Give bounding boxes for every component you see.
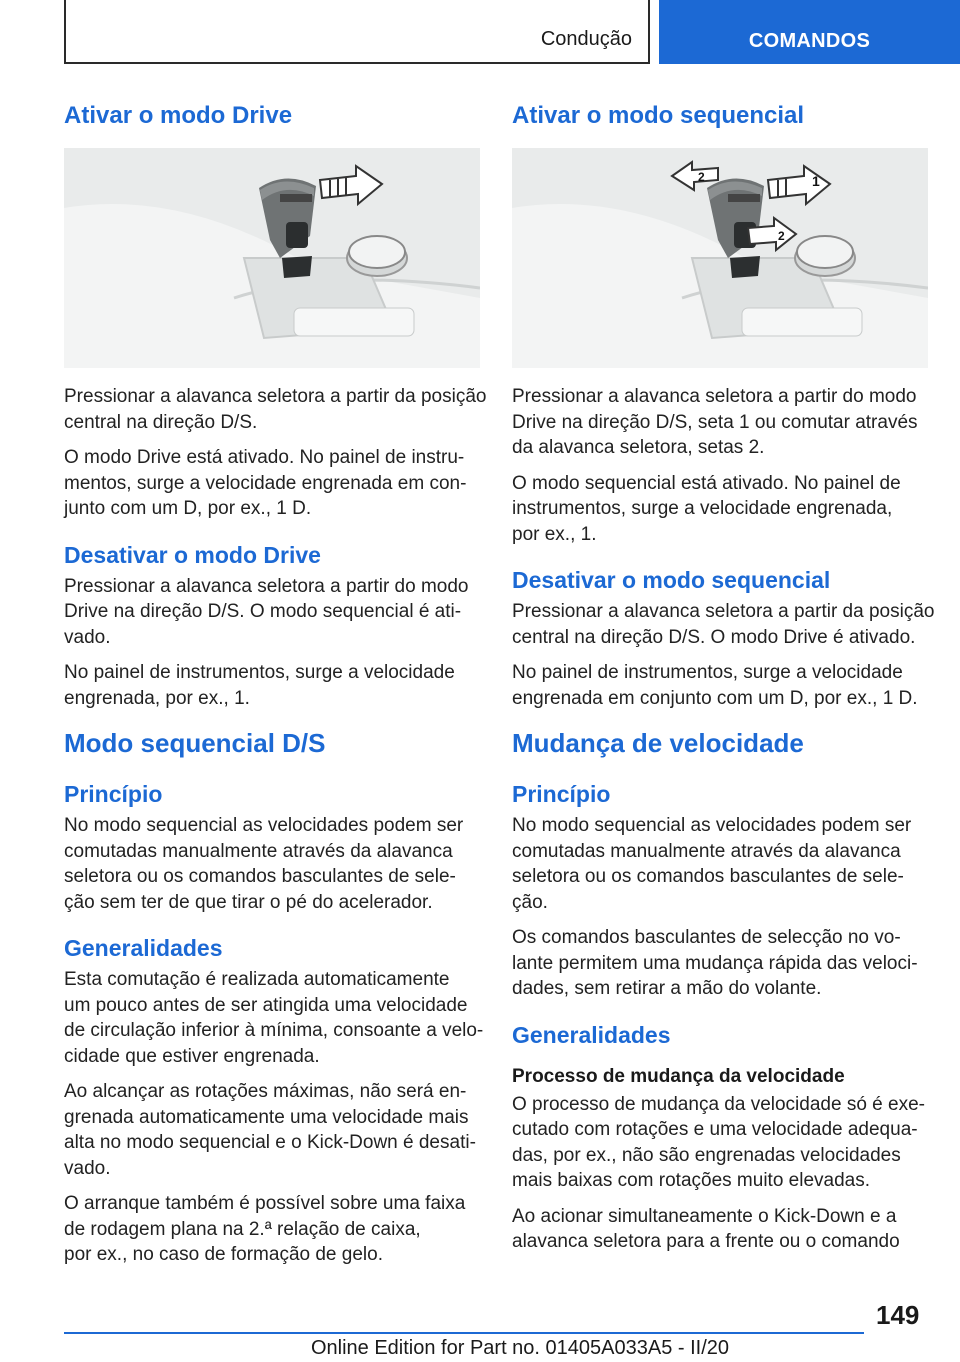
selector-lever-sequential-illustration (512, 148, 928, 368)
right-column (512, 100, 935, 1265)
paragraph: O processo de mudança da velocidade só é exe- cutado com rotações e uma velocidade adequa- das, por ex., não são engrenadas velocidades mais baixas com rotações muito elevadas. (512, 1093, 925, 1191)
header-section-title: Condução (540, 28, 632, 50)
heading-activate-drive: Ativar o modo Drive (64, 102, 293, 129)
paragraph: Pressionar a alavanca seletora a partir do modo Drive na direção D/S. O modo sequencial é ati- vado. (64, 575, 469, 648)
paragraph: Ao acionar simultaneamente o Kick-Down e a alavanca seletora para a frente ou o comando (512, 1205, 900, 1252)
header-chapter-label: COMANDOS (748, 30, 871, 52)
paragraph: Os comandos basculantes de selecção no vo- lante permitem uma mudança rápida das veloci- dades, sem retirar a mão do volante. (512, 927, 918, 999)
paragraph: Ao alcançar as rotações máximas, não será en- grenada automaticamente uma velocidade mais alta no modo sequencial e o Kick-Down é desati- vado. (64, 1081, 476, 1179)
paragraph: O arranque também é possível sobre uma faixa de rodagem plana na 2.ª relação de caixa, por ex., no caso de formação de gelo. (64, 1193, 466, 1265)
paragraph: No modo sequencial as velocidades podem ser comutadas manualmente através da alavanca seletora ou os comandos basculantes de sele- ção sem ter de que tirar o pé do acelerador. (64, 815, 464, 913)
paragraph: Esta comutação é realizada automaticamente um pouco antes de ser atingida uma velocidade de circulação inferior à mínima, consoante a velo- cidade que estiver engrenada. (64, 969, 484, 1067)
heading-gear-change: Mudança de velocidade (512, 728, 804, 758)
paragraph: No modo sequencial as velocidades podem ser comutadas manualmente através da alavanca seletora ou os comandos basculantes de sele- ção. (512, 815, 912, 913)
heading-sequential-mode: Modo sequencial D/S (64, 728, 326, 758)
paragraph: No painel de instrumentos, surge a velocidade engrenada, por ex., 1. (64, 662, 455, 709)
paragraph: O modo Drive está ativado. No painel de instru- mentos, surge a velocidade engrenada em con- junto com um D, por ex., 1 D. (64, 447, 467, 519)
header-section-box (64, 0, 650, 64)
subheading-shift-process: Processo de mudança da velocidade (512, 1065, 845, 1087)
heading-deactivate-sequential: Desativar o modo sequencial (512, 567, 831, 593)
heading-principle: Princípio (512, 781, 611, 807)
paragraph: Pressionar a alavanca seletora a partir da posição central na direção D/S. (64, 386, 487, 433)
page-number: 149 (876, 1300, 920, 1330)
arrow-2-down-label: 2 (778, 229, 785, 243)
paragraph: O modo sequencial está ativado. No painel de instrumentos, surge a velocidade engrenada, por ex., 1. (512, 472, 901, 545)
heading-general: Generalidades (512, 1021, 671, 1048)
arrow-1-label: 1 (812, 173, 820, 189)
heading-general: Generalidades (64, 935, 223, 961)
footer-edition (0, 1337, 960, 1360)
footer-divider (64, 1332, 864, 1334)
selector-lever-drive-illustration (64, 148, 480, 368)
left-column (64, 100, 487, 1278)
paragraph: No painel de instrumentos, surge a velocidade engrenada em conjunto com um D, por ex., 1 D. (512, 662, 918, 709)
arrow-2-up-label: 2 (698, 170, 705, 184)
paragraph: Pressionar a alavanca seletora a partir da posição central na direção D/S. O modo Drive é ativado. (512, 601, 935, 648)
heading-activate-sequential: Ativar o modo sequencial (512, 102, 805, 129)
paragraph: Pressionar a alavanca seletora a partir do modo Drive na direção D/S, seta 1 ou comutar através da alavanca seletora, setas 2. (512, 386, 918, 458)
footer-edition-text: Online Edition for Part no. 01405A033A5 - II/20 (310, 1337, 730, 1359)
heading-deactivate-drive: Desativar o modo Drive (64, 541, 321, 568)
heading-principle: Princípio (64, 781, 163, 807)
header-chapter-tab (659, 0, 960, 64)
